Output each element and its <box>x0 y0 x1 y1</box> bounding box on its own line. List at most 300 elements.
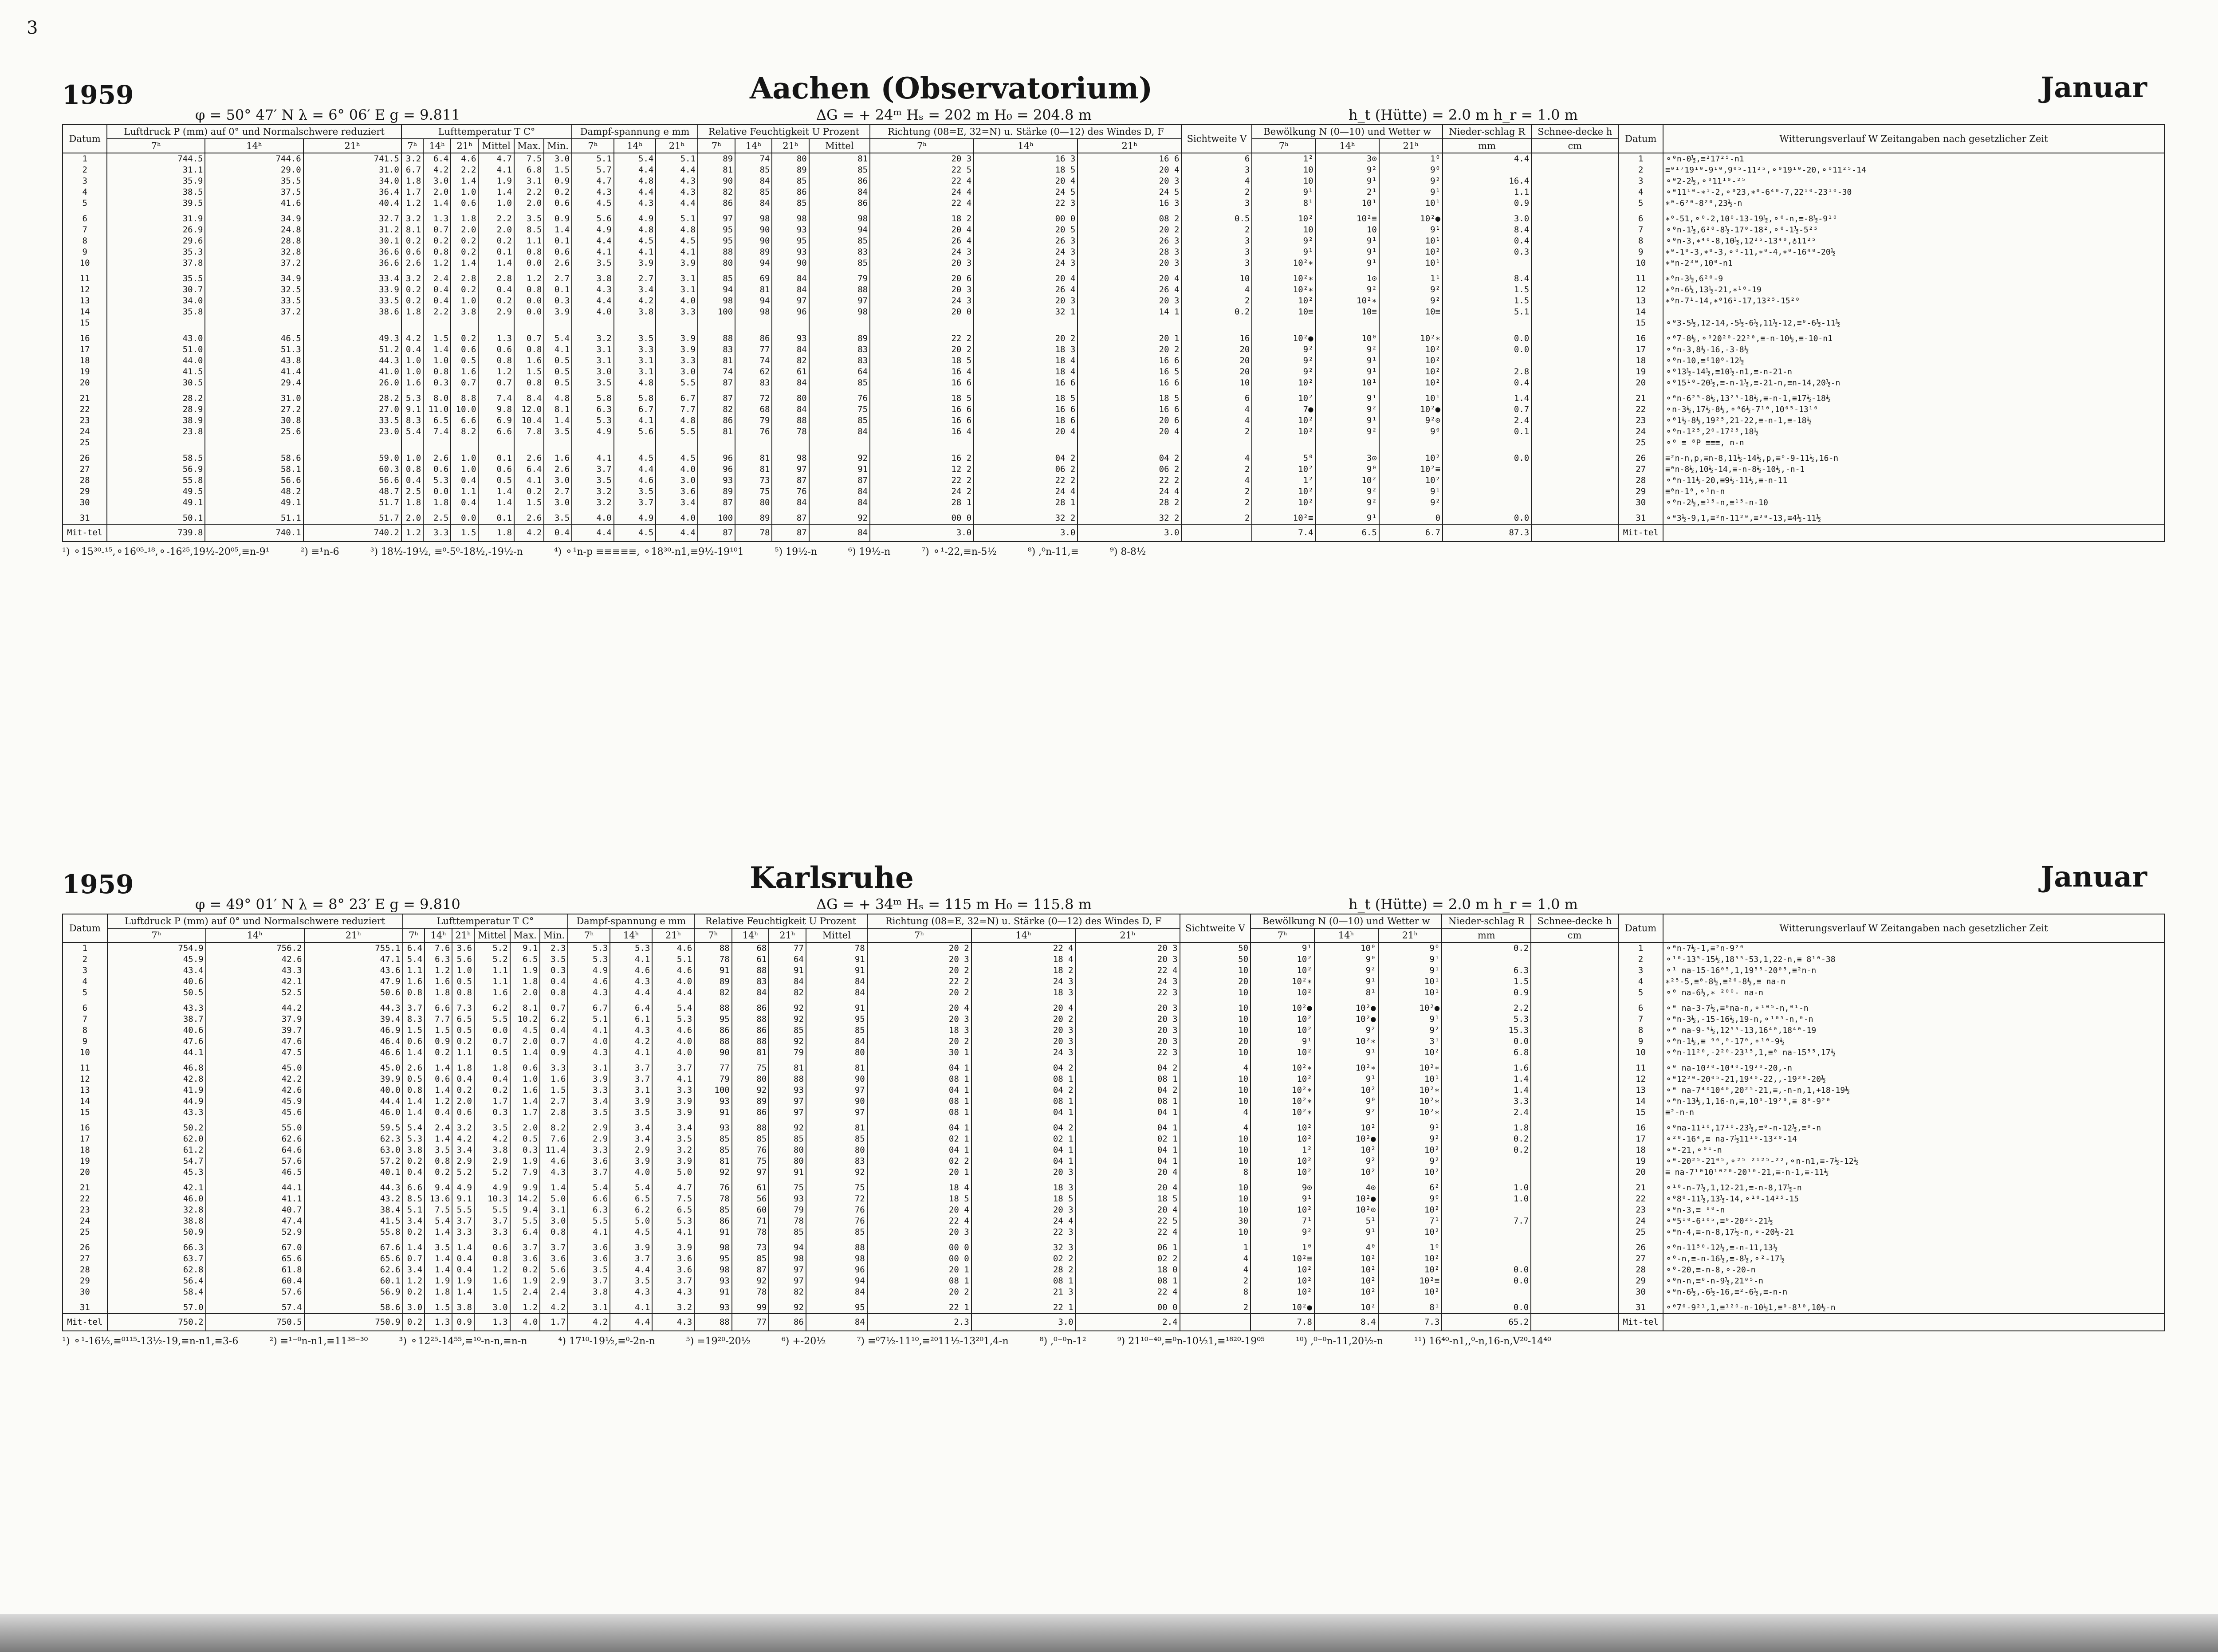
cell-w21: 04 1 <box>1076 1107 1180 1118</box>
cell-n7: 10² <box>1251 1047 1314 1058</box>
footnote: ²) ≡¹n-6 <box>300 546 339 557</box>
cell-u14: 77 <box>735 344 772 355</box>
cell-tn: 0.4 <box>540 1025 568 1036</box>
cell-e21: 3.1 <box>656 269 698 284</box>
cell-tm: 0.8 <box>478 355 514 366</box>
cell-n7: 8¹ <box>1252 198 1315 209</box>
cell-p7: 54.7 <box>107 1156 206 1167</box>
cell-r: 0.0 <box>1442 1275 1531 1287</box>
cell-p21: 56.6 <box>303 475 401 486</box>
cell-u14: 83 <box>732 976 769 987</box>
cell-p14: 744.6 <box>205 153 303 165</box>
cell-u7: 76 <box>694 1178 732 1193</box>
cell-p14: 45.0 <box>206 1058 304 1074</box>
cell-tn: 0.1 <box>544 235 572 247</box>
cell-s <box>1531 1118 1618 1134</box>
cell-e7: 4.2 <box>568 1314 610 1331</box>
cell-u7: 100 <box>698 508 735 524</box>
cell-tm: 0.0 <box>474 1025 510 1036</box>
table-row <box>63 1205 2164 1216</box>
cell-n21: 1¹ <box>1379 269 1443 284</box>
cell-n21 <box>1379 318 1443 329</box>
subcol-max: Max. <box>514 139 544 153</box>
cell-p7: 26.9 <box>107 224 205 235</box>
cell-t7: 0.6 <box>403 1036 425 1047</box>
cell-u14: 84 <box>735 198 772 209</box>
cell-p21: 36.6 <box>303 247 401 258</box>
cell-um: 84 <box>809 187 870 198</box>
cell-t21: 0.9 <box>452 1314 474 1331</box>
cell-u14: 76 <box>732 1145 769 1156</box>
cell-p14: 43.8 <box>205 355 303 366</box>
cell-e14: 4.5 <box>614 524 656 542</box>
cell-t21: 1.0 <box>451 187 478 198</box>
cell-n21: 10² <box>1378 1205 1442 1216</box>
cell-u7: 81 <box>698 165 735 176</box>
cell-p7: 40.6 <box>107 976 206 987</box>
cell-t14: 1.5 <box>425 1298 452 1314</box>
cell-p21: 60.1 <box>304 1275 403 1287</box>
table-row <box>63 269 2164 284</box>
cell-r: 1.8 <box>1442 1118 1531 1134</box>
cell-n7: 10² <box>1252 377 1315 388</box>
cell-p21: 47.1 <box>304 954 403 965</box>
cell-um: 81 <box>806 1118 867 1134</box>
cell-t21: 0.5 <box>452 976 474 987</box>
weather-course: ⚬⁰7⁰-9²¹,1,≡¹²⁰-n-10½1,≡⁰-8¹⁰,10½-n <box>1663 1298 2164 1314</box>
footnote: ¹¹) 16⁴⁰-n1,,⁰-n,16-n,V²⁰-14⁴⁰ <box>1414 1336 1551 1347</box>
cell-um: 85 <box>806 1025 867 1036</box>
cell-t7: 0.2 <box>403 1314 425 1331</box>
cell-v: 10 <box>1180 1074 1251 1085</box>
cell-tm: 0.2 <box>478 295 514 306</box>
cell-n14: 4⊙ <box>1314 1178 1378 1193</box>
cell-p21: 40.1 <box>304 1167 403 1178</box>
cell-um: 88 <box>806 1238 867 1253</box>
cell-v: 6 <box>1181 388 1252 404</box>
col-header-pressure: Luftdruck P (mm) auf 0° und Normalschwere reduziert <box>107 914 403 928</box>
cell-p7: 44.0 <box>107 355 205 366</box>
subcol-cm: cm <box>1531 928 1618 942</box>
cell-r: 0.0 <box>1442 1298 1531 1314</box>
cell-p7: 46.8 <box>107 1058 206 1074</box>
cell-u21: 91 <box>769 1167 806 1178</box>
cell-n7: 10²∗ <box>1251 1096 1314 1107</box>
cell-t7 <box>401 318 423 329</box>
cell-e21: 6.7 <box>656 388 698 404</box>
cell-e7: 3.5 <box>568 1107 610 1118</box>
weather-course: ⚬⁰n-11²⁰,-2²⁰-23¹⁵,1,≡⁰ na-15⁵⁵,17½ <box>1663 1047 2164 1058</box>
cell-w21: 20 3 <box>1078 258 1181 269</box>
cell-e7: 2.9 <box>568 1118 610 1134</box>
cell-t21: 4.9 <box>452 1178 474 1193</box>
cell-um: 83 <box>809 355 870 366</box>
cell-u14: 89 <box>732 1096 769 1107</box>
cell-e14: 4.5 <box>610 1227 652 1238</box>
cell-u21: 91 <box>769 965 806 976</box>
cell-u7: 86 <box>698 198 735 209</box>
cell-n7 <box>1252 318 1315 329</box>
cell-tm: 2.0 <box>478 224 514 235</box>
footnote: ¹⁰) ,⁰⁻⁰n-11,20½-n <box>1295 1336 1383 1347</box>
cell-t14: 6.4 <box>423 153 451 165</box>
cell-w14: 04 1 <box>971 1107 1076 1118</box>
cell-t14: 1.8 <box>423 497 451 508</box>
cell-s <box>1531 1253 1618 1264</box>
cell-tx: 2.4 <box>510 1287 540 1298</box>
cell-p7: 58.4 <box>107 1287 206 1298</box>
cell-n14: 10²≡ <box>1316 209 1379 224</box>
cell-t7: 5.1 <box>403 1205 425 1216</box>
row-date: 2 <box>63 954 107 965</box>
cell-e21: 4.3 <box>656 187 698 198</box>
cell-w7: 16 6 <box>870 415 974 426</box>
cell-t7: 1.8 <box>401 497 423 508</box>
cell-t14: 2.5 <box>423 508 451 524</box>
cell-n7: 9¹ <box>1252 247 1315 258</box>
cell-u14: 78 <box>732 1287 769 1298</box>
weather-course <box>1663 306 2164 318</box>
col-header-cloud: Bewölkung N (0—10) und Wetter w <box>1252 125 1443 139</box>
cell-s <box>1531 1227 1618 1238</box>
cell-e7: 3.3 <box>568 1145 610 1156</box>
cell-e14: 3.7 <box>614 497 656 508</box>
cell-n7: 10²≡ <box>1252 508 1315 524</box>
cell-w14: 18 4 <box>971 954 1076 965</box>
cell-p7: 23.8 <box>107 426 205 437</box>
cell-um: 98 <box>809 306 870 318</box>
weather-course: ∗²⁵-5,≡⁰-8½,≡²⁰-8½,≡ na-n <box>1663 976 2164 987</box>
cell-n14: 10⁰ <box>1314 942 1378 954</box>
cell-v: 50 <box>1180 942 1251 954</box>
cell-s <box>1531 153 1618 165</box>
table-row <box>63 464 2164 475</box>
cell-t21: 1.5 <box>451 524 478 542</box>
cell-t7: 0.2 <box>403 1227 425 1238</box>
cell-p7: 38.8 <box>107 1216 206 1227</box>
cell-u7: 78 <box>694 1193 732 1205</box>
row-date: 10 <box>63 1047 107 1058</box>
weather-course: ⚬n-3½,17½-8½,⚬⁰6½-7¹⁰,10⁰⁵-13¹⁰ <box>1663 404 2164 415</box>
row-date-right: 18 <box>1618 1145 1663 1156</box>
cell-p14: 41.4 <box>205 366 303 377</box>
cell-p14: 27.2 <box>205 404 303 415</box>
cell-tm: 5.5 <box>474 1205 510 1216</box>
cell-tn: 2.6 <box>544 464 572 475</box>
cell-tm: 3.8 <box>474 1145 510 1156</box>
cell-t14: 1.4 <box>425 1058 452 1074</box>
cell-s <box>1531 344 1618 355</box>
table-row <box>63 1227 2164 1238</box>
cell-um: 80 <box>806 1047 867 1058</box>
cell-w7: 20 2 <box>867 1036 971 1047</box>
cell-tx: 3.6 <box>510 1253 540 1264</box>
table-row <box>63 1298 2164 1314</box>
cell-p7: 51.0 <box>107 344 205 355</box>
station-instrument-heights: h_t (Hütte) = 2.0 m h_r = 1.0 m <box>1349 106 1578 123</box>
station-panel-karlsruhe <box>62 856 2165 1610</box>
table-row <box>63 209 2164 224</box>
weather-course: ⚬⁰15¹⁰-20½,≡-n-1½,≡-21-n,≡n-14,20½-n <box>1663 377 2164 388</box>
cell-w14: 20 3 <box>971 1025 1076 1036</box>
cell-u14: 88 <box>732 1014 769 1025</box>
cell-tn: 0.8 <box>540 987 568 998</box>
cell-t14: 0.4 <box>425 1107 452 1118</box>
weather-course: ⚬⁰8⁰-11½,13½-14,⚬¹⁰-14²⁵-15 <box>1663 1193 2164 1205</box>
cell-u14: 97 <box>732 1167 769 1178</box>
cell-n21: 10²● <box>1379 404 1443 415</box>
cell-p14: 32.5 <box>205 284 303 295</box>
cell-e14: 3.7 <box>610 1058 652 1074</box>
cell-tm: 3.3 <box>474 1227 510 1238</box>
cell-p7: 750.2 <box>107 1314 206 1331</box>
table-row <box>63 415 2164 426</box>
cell-e7: 4.1 <box>572 448 614 464</box>
cell-e7 <box>572 318 614 329</box>
cell-e14: 3.5 <box>610 1107 652 1118</box>
cell-n7: 10² <box>1252 497 1315 508</box>
cell-u21: 95 <box>772 235 809 247</box>
cell-tm: 0.1 <box>478 247 514 258</box>
cell-v <box>1181 524 1252 542</box>
cell-w14: 3.0 <box>971 1314 1076 1331</box>
weather-course: ⚬⁰n-13½,1,16-n,≡,10⁰-19²⁰,≡ 8⁰-9²⁰ <box>1663 1096 2164 1107</box>
cell-p7: 31.1 <box>107 165 205 176</box>
table-row <box>63 1047 2164 1058</box>
cell-u7: 85 <box>698 269 735 284</box>
cell-n7: 10² <box>1251 987 1314 998</box>
cell-u14: 68 <box>732 942 769 954</box>
cell-u21: 97 <box>769 1275 806 1287</box>
row-date: 20 <box>63 1167 107 1178</box>
cell-w14: 04 2 <box>971 1058 1076 1074</box>
cell-tm: 6.2 <box>474 998 510 1014</box>
cell-u14: 98 <box>735 306 772 318</box>
cell-n14: 5¹ <box>1314 1216 1378 1227</box>
col-header-wind: Richtung (08=E, 32=N) u. Stärke (0—12) des Windes D, F <box>867 914 1180 928</box>
cell-tx: 3.5 <box>514 209 544 224</box>
page-bottom-edge <box>0 1614 2218 1652</box>
cell-u14: 69 <box>735 269 772 284</box>
cell-p7: 43.4 <box>107 965 206 976</box>
cell-e21: 5.1 <box>652 954 694 965</box>
cell-u7: 82 <box>694 987 732 998</box>
cell-tn: 0.7 <box>540 1036 568 1047</box>
table-row <box>63 426 2164 437</box>
cell-n14: 9¹ <box>1316 366 1379 377</box>
cell-u21: 79 <box>769 1205 806 1216</box>
cell-u21: 88 <box>772 415 809 426</box>
cell-e14: 4.6 <box>610 965 652 976</box>
cell-p21: 46.9 <box>304 1025 403 1036</box>
cell-e14: 4.4 <box>610 987 652 998</box>
cell-u7: 98 <box>698 295 735 306</box>
cell-e21: 3.7 <box>652 1275 694 1287</box>
cell-tm: 0.8 <box>474 1253 510 1264</box>
cell-u21: 93 <box>772 247 809 258</box>
cell-e14: 5.0 <box>610 1216 652 1227</box>
cell-t21: 1.1 <box>452 1047 474 1058</box>
cell-e7: 4.0 <box>572 508 614 524</box>
subcol-h14: 14ʰ <box>610 928 652 942</box>
cell-tn: 8.2 <box>540 1118 568 1134</box>
cell-v: 4 <box>1181 176 1252 187</box>
cell-p7: 28.9 <box>107 404 205 415</box>
cell-n7: 9¹ <box>1251 1193 1314 1205</box>
cell-v: 1 <box>1180 1238 1251 1253</box>
cell-s <box>1531 1036 1618 1047</box>
cell-t7: 5.4 <box>403 954 425 965</box>
cell-u7: 86 <box>694 1216 732 1227</box>
cell-e21: 4.1 <box>652 1074 694 1085</box>
cell-w21: 20 3 <box>1076 954 1180 965</box>
cell-e21: 3.0 <box>656 366 698 377</box>
cell-w21: 20 3 <box>1076 998 1180 1014</box>
cell-u14: 75 <box>735 486 772 497</box>
cell-u7: 87 <box>698 497 735 508</box>
cell-n21: 10¹ <box>1378 976 1442 987</box>
cell-w7: 20 4 <box>867 1205 971 1216</box>
cell-t7: 2.6 <box>403 1058 425 1074</box>
cell-e21: 3.4 <box>652 1118 694 1134</box>
cell-t21: 1.9 <box>452 1275 474 1287</box>
cell-tm: 3.0 <box>474 1298 510 1314</box>
cell-u7: 95 <box>698 224 735 235</box>
cell-um: 85 <box>809 235 870 247</box>
cell-u14: 81 <box>735 448 772 464</box>
cell-w21: 28 2 <box>1078 497 1181 508</box>
cell-u14: 94 <box>735 295 772 306</box>
cell-tn: 4.3 <box>540 1167 568 1178</box>
table-row <box>63 508 2164 524</box>
cell-e21: 4.0 <box>652 976 694 987</box>
cell-p14: 28.8 <box>205 235 303 247</box>
cell-e14: 2.7 <box>614 269 656 284</box>
cell-p14: 44.2 <box>206 998 304 1014</box>
cell-tm: 0.2 <box>474 1085 510 1096</box>
cell-n7: 10² <box>1252 486 1315 497</box>
cell-s <box>1531 1287 1618 1298</box>
subcol-mittel: Mittel <box>809 139 870 153</box>
cell-e7: 3.2 <box>572 486 614 497</box>
cell-e7: 4.4 <box>572 524 614 542</box>
cell-e14: 3.5 <box>614 486 656 497</box>
table-row <box>63 258 2164 269</box>
cell-n7: 10≡ <box>1252 306 1315 318</box>
cell-p14: 33.5 <box>205 295 303 306</box>
cell-v: 10 <box>1180 987 1251 998</box>
cell-n21: 1⁰ <box>1379 153 1443 165</box>
cell-r <box>1442 1253 1531 1264</box>
cell-w7: 04 1 <box>867 1058 971 1074</box>
cell-p21: 740.2 <box>303 524 401 542</box>
row-date: 31 <box>63 508 107 524</box>
cell-tx: 0.8 <box>514 247 544 258</box>
row-date-right: 17 <box>1618 344 1663 355</box>
subcol-h14: 14ʰ <box>735 139 772 153</box>
cell-u14: 85 <box>732 1253 769 1264</box>
cell-u14: 92 <box>732 1275 769 1287</box>
cell-w14: 18 4 <box>974 355 1078 366</box>
row-date: 11 <box>63 1058 107 1074</box>
cell-w14: 24 4 <box>974 486 1078 497</box>
cell-e21: 3.2 <box>652 1298 694 1314</box>
cell-t21: 0.2 <box>451 247 478 258</box>
cell-e7: 5.5 <box>568 1216 610 1227</box>
cell-w14: 16 6 <box>974 404 1078 415</box>
cell-w7: 08 1 <box>867 1096 971 1107</box>
subcol-h7: 7ʰ <box>572 139 614 153</box>
cell-n21: 10¹ <box>1379 388 1443 404</box>
cell-u21: 88 <box>769 1074 806 1085</box>
cell-u21: 78 <box>769 1216 806 1227</box>
cell-u7: 90 <box>698 176 735 187</box>
cell-n7: 10² <box>1251 1264 1314 1275</box>
cell-r: 15.3 <box>1442 1025 1531 1036</box>
cell-t21: 0.2 <box>451 329 478 344</box>
cell-p7: 42.1 <box>107 1178 206 1193</box>
cell-p21: 50.6 <box>304 987 403 998</box>
row-date-right: 7 <box>1618 224 1663 235</box>
cell-e14: 4.4 <box>614 187 656 198</box>
cell-p7: 39.5 <box>107 198 205 209</box>
cell-e21: 3.9 <box>652 1096 694 1107</box>
row-date: 16 <box>63 329 107 344</box>
cell-tn: 3.0 <box>540 1216 568 1227</box>
cell-n14 <box>1316 318 1379 329</box>
cell-s <box>1531 377 1618 388</box>
station-elevation: ΔG = + 34ᵐ Hₛ = 115 m H₀ = 115.8 m <box>816 896 1092 913</box>
cell-s <box>1531 1314 1618 1331</box>
cell-e7: 4.3 <box>568 987 610 998</box>
cell-u7: 93 <box>694 1118 732 1134</box>
cell-e14: 3.9 <box>610 1238 652 1253</box>
cell-tm: 1.4 <box>478 497 514 508</box>
cell-w7: 20 2 <box>867 965 971 976</box>
cell-u14: 90 <box>735 224 772 235</box>
cell-p7: 43.0 <box>107 329 205 344</box>
cell-t7: 1.4 <box>403 1107 425 1118</box>
cell-tm: 1.0 <box>478 198 514 209</box>
cell-tm: 9.8 <box>478 404 514 415</box>
cell-t21: 7.3 <box>452 998 474 1014</box>
cell-e21: 3.6 <box>652 1264 694 1275</box>
cell-e7: 4.4 <box>572 235 614 247</box>
cell-v: 10 <box>1181 377 1252 388</box>
cell-tn: 3.6 <box>540 1253 568 1264</box>
cell-s <box>1531 965 1618 976</box>
cell-w21: 04 1 <box>1076 1145 1180 1156</box>
cell-e21: 3.4 <box>656 497 698 508</box>
cell-w7: 02 1 <box>867 1134 971 1145</box>
cell-u14: 74 <box>735 355 772 366</box>
cell-n14: 10² <box>1314 1167 1378 1178</box>
cell-w21: 06 2 <box>1078 464 1181 475</box>
cell-tn: 4.1 <box>544 344 572 355</box>
cell-n14: 1⊙ <box>1316 269 1379 284</box>
cell-p21: 39.9 <box>304 1074 403 1085</box>
cell-tx: 1.5 <box>514 366 544 377</box>
row-date: 23 <box>63 415 107 426</box>
cell-n21: 9² <box>1379 284 1443 295</box>
weather-course: ≡⁰¹⁷19¹⁰-9¹⁰,9⁰⁵-11²⁵,⚬⁰19¹⁰-20,⚬⁰11²⁵-14 <box>1663 165 2164 176</box>
cell-r <box>1442 1238 1531 1253</box>
table-row <box>63 1238 2164 1253</box>
cell-s <box>1531 355 1618 366</box>
cell-p7: 50.1 <box>107 508 205 524</box>
cell-t7: 6.4 <box>403 942 425 954</box>
cell-n14: 9¹ <box>1314 1047 1378 1058</box>
